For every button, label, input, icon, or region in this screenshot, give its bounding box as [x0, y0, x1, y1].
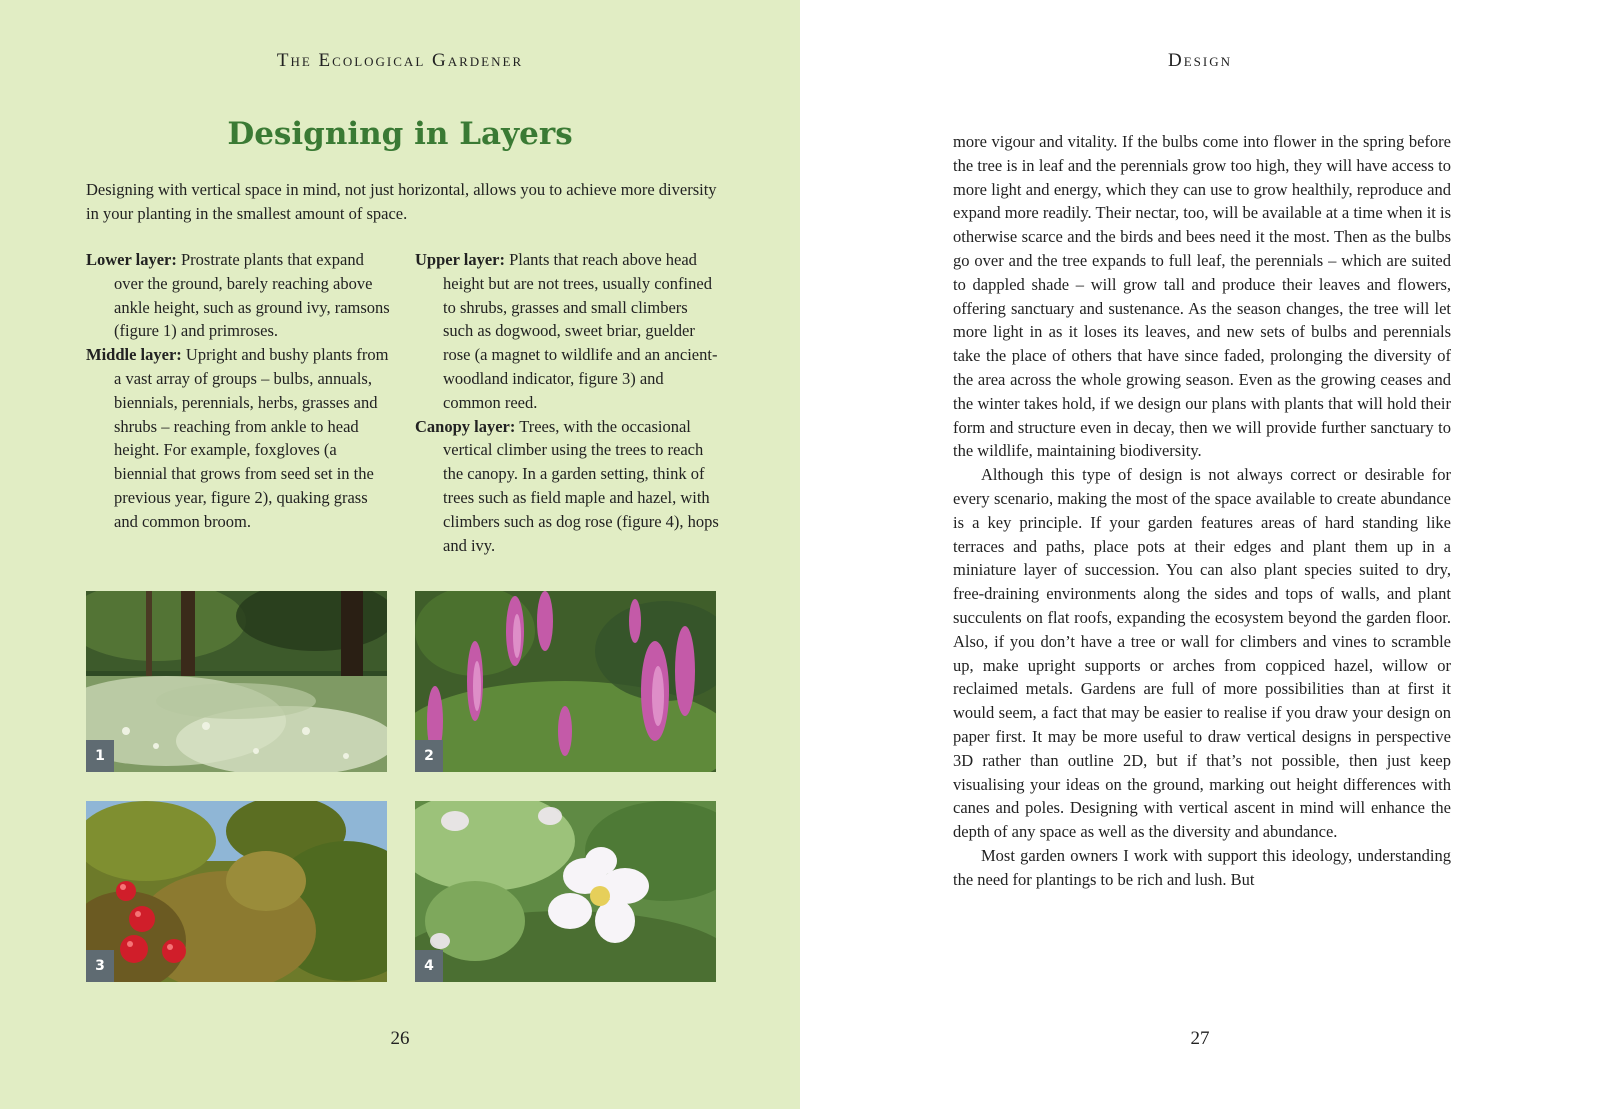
layer-entry-upper: [415, 248, 720, 415]
figure-dog-rose: [415, 801, 716, 982]
layer-text: Prostrate plants that expand over the ground, barely reaching above ankle height, such as ground ivy, ramsons (figure 1) and primroses.: [114, 250, 390, 341]
berries-photo: [86, 801, 387, 982]
layer-entry-middle: [86, 343, 391, 533]
body-text: [953, 130, 1451, 892]
figure-number-badge: 1: [86, 740, 114, 772]
layer-entry-canopy: [415, 415, 720, 558]
page-title: Designing in Layers: [227, 116, 573, 152]
running-head-left: The Ecological Gardener: [276, 50, 524, 71]
figure-ramsons-woodland: [86, 591, 387, 772]
page-number-left: 26: [390, 1028, 410, 1049]
layer-label: Middle layer:: [86, 345, 182, 365]
figure-number-badge: 4: [415, 950, 443, 982]
figure-number-badge: 2: [415, 740, 443, 772]
figure-foxgloves: [415, 591, 716, 772]
right-page: [800, 0, 1600, 1109]
woodland-photo: [86, 591, 387, 772]
figure-number-badge: 3: [86, 950, 114, 982]
foxglove-photo: [415, 591, 716, 772]
body-paragraph: more vigour and vitality. If the bulbs come into flower in the spring before the tree is in leaf and the perennials grow too high, they will have access to more light and energy, which they can use to grow healthily, reproduce and expand more readily. Their nectar, too, will be available at a time when it is otherwise scarce and the birds and bees need it the most. Then as the bulbs go over and the tree expands to full leaf, the perennials – which are suited to dappled shade – will grow tall and produce their leaves and flowers, offering sanctuary and sustenance. As the season changes, the tree will let more light in as it loses its leaves, and new sets of bulbs and perennials take the place of others that have since faded, prolonging the diversity of the area across the whole growing season. Even as the growing ceases and the winter takes hold, if we design our plans with plants that will hold their form and structure even in decay, then we will provide further sanctuary to the wildlife, maintaining biodiversity.: [953, 132, 1451, 461]
figure-guelder-rose: [86, 801, 387, 982]
layers-column-right: [415, 248, 720, 557]
body-paragraph: Although this type of design is not always correct or desirable for every scenario, making the most of the space available to create abundance is a key principle. If your garden features areas of hard standing like terraces and paths, place pots at their edges and plant them up in a miniature layer of succession. You can also plant species suited to dry, free-draining environments along the sides and tops of walls, and plant succulents on flat roofs, expanding the ecosystem beyond the garden floor. Also, if you don’t have a tree or wall for climbers and vines to scramble up, make upright supports or arches from coppiced hazel, willow or reclaimed metals. Gardens are full of more possibilities than at first it would seem, a fact that may be easier to realise if you draw your design on paper first. It may be more useful to draw vertical designs in perspective 3D rather than outline 2D, but if that’s not possible, then just keep visualising your ideas on the ground, marking out height differences with canes and poles. Designing with vertical ascent in mind will enhance the depth of any space as well as the diversity and abundance.: [953, 465, 1451, 842]
page-number-right: 27: [1190, 1028, 1210, 1049]
body-paragraph: Most garden owners I work with support this ideology, understanding the need for plantings to be rich and lush. But: [953, 845, 1451, 889]
running-head-right: Design: [1168, 50, 1232, 71]
dog-rose-photo: [415, 801, 716, 982]
layer-entry-lower: [86, 248, 391, 343]
layer-label: Lower layer:: [86, 250, 177, 269]
layer-label: Upper layer:: [415, 250, 505, 269]
layers-column-left: [86, 248, 391, 534]
layer-text: Plants that reach above head height but are not trees, usually confined to shrubs, grasses and small climbers such as dogwood, sweet briar, guelder rose (a magnet to wildlife and an ancient-woodland indicator, figure 3) and common reed.: [443, 250, 718, 412]
layer-text: Trees, with the occasional vertical climber using the trees to reach the canopy. In a garden setting, think of trees such as field maple and hazel, with climbers such as dog rose (figure 4), hops and ivy.: [443, 416, 719, 555]
layer-text: Upright and bushy plants from a vast array of groups – bulbs, annuals, biennials, perennials, herbs, grasses and shrubs – reaching from ankle to head height. For example, foxgloves (a biennial that grows from seed set in the previous year, figure 2), quaking grass and common broom.: [114, 345, 389, 531]
intro-paragraph: Designing with vertical space in mind, not just horizontal, allows you to achieve more diversity in your planting in the smallest amount of space.: [86, 180, 717, 223]
layer-label: Canopy layer:: [415, 416, 516, 436]
